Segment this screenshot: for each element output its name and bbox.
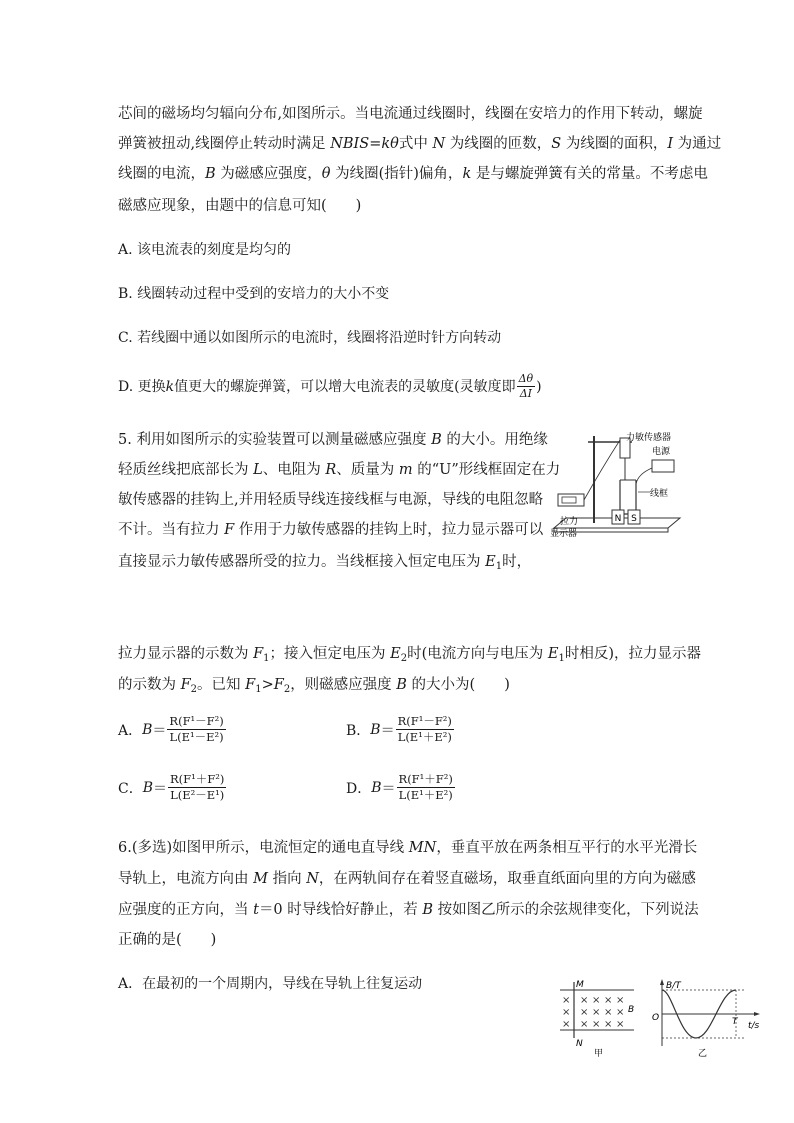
svg-text:×: ×	[604, 995, 613, 1006]
text-line: 应强度的正方向，当 t＝0 时导线恰好静止，若 B 按如图乙所示的余弦规律变化，下列说法	[118, 902, 699, 918]
svg-text:×: ×	[562, 995, 571, 1006]
text-line: 磁感应现象，由题中的信息可知( )	[118, 198, 362, 214]
q5-option-b: B． B ＝ $\frac{\text{R(F¹－F²)}}{\text{L(E¹＋E²)}}$	[346, 714, 452, 744]
text-line: 不计。当有拉力 F 作用于力敏传感器的挂钩上时，拉力显示器可以	[118, 522, 544, 538]
svg-text:×: ×	[616, 1007, 625, 1018]
power-supply	[652, 460, 674, 472]
q4-option-c: C. 若线圈中通以如图所示的电流时，线圈将沿逆时针方向转动	[118, 330, 502, 346]
display-label-2: 显示器	[550, 529, 578, 539]
u-frame	[620, 480, 636, 514]
q5-option-a: A． B ＝ $\frac{\text{R(F¹－F²)}}{\text{L(E¹－E²)}}$	[118, 714, 224, 744]
text-line: 6.(多选)如图甲所示，电流恒定的通电直导线 MN，垂直平放在两条相互平行的水平光滑长	[118, 840, 698, 856]
text-line: 拉力显示器的示数为 $F_1$；接入恒定电压为 $E_2$时(电流方向与电压为 $E_1$时相反)，拉力显示器	[118, 646, 702, 664]
svg-text:×: ×	[592, 995, 601, 1006]
svg-text:×: ×	[592, 1007, 601, 1018]
svg-text:×: ×	[604, 1019, 613, 1030]
label-yi: 乙	[698, 1049, 708, 1058]
svg-text:×: ×	[580, 1019, 589, 1030]
text-line: 直接显示力敏传感器所受的拉力。当线框接入恒定电压为 $E_1$时，	[118, 554, 532, 572]
sensitivity-fraction: $\frac{\Delta\theta}{\Delta I}$	[518, 372, 534, 400]
svg-text:×: ×	[616, 995, 625, 1006]
svg-text:×: ×	[616, 1019, 625, 1030]
power-label: 电源	[652, 447, 671, 457]
magnet-s-label: S	[631, 514, 637, 524]
svg-text:×: ×	[604, 1007, 613, 1018]
q6-option-a: A．在最初的一个周期内，导线在导轨上往复运动	[118, 976, 423, 992]
text-line: 导轨上，电流方向由 M 指向 N，在两轨间存在着竖直磁场，取垂直纸面向里的方向为磁感	[118, 871, 696, 887]
text-line: 敏传感器的挂钩上,并用轻质导线连接线框与电源，导线的电阻忽略	[118, 492, 544, 508]
text-line: 正确的是( )	[118, 932, 217, 948]
q4-option-a: A. 该电流表的刻度是均匀的	[118, 242, 292, 258]
magnet-n-label: N	[614, 514, 622, 524]
display-label-1: 拉力	[560, 517, 579, 527]
text-line: 的示数为 $F_2$。已知 $F_1>F_2$，则磁感应强度 B 的大小为( )	[118, 677, 510, 695]
q5-option-c: C． B ＝ $\frac{\text{R(F¹＋F²)}}{\text{L(E²－E¹)}}$	[118, 772, 225, 802]
frame-label: 线框	[650, 489, 669, 499]
force-sensor-label: 力敏传感器	[626, 433, 672, 443]
field-crosses	[562, 995, 624, 1030]
svg-text:×: ×	[592, 1019, 601, 1030]
q4-option-b: B. 线圈转动过程中受到的安培力的大小不变	[118, 286, 390, 302]
svg-text:×: ×	[562, 1019, 571, 1030]
origin-label: O	[652, 1013, 660, 1023]
text-line: 5. 利用如图所示的实验装置可以测量磁感应强度 B 的大小。用绝缘	[118, 432, 548, 448]
axis-y-label: B/T	[666, 981, 681, 991]
period-label: T	[732, 1017, 738, 1027]
svg-text:×: ×	[580, 995, 589, 1006]
q5-option-d: D． B ＝ $\frac{\text{R(F¹＋F²)}}{\text{L(E¹＋E²)}}$	[346, 772, 453, 802]
force-sensor-apparatus-figure	[540, 428, 705, 546]
label-m: M	[576, 980, 584, 990]
figure-yi-cosine-graph	[650, 976, 768, 1058]
label-b: B	[628, 1005, 635, 1015]
svg-text:×: ×	[580, 1007, 589, 1018]
text-line: 线圈的电流，B 为磁感应强度，θ 为线圈(指针)偏角，k 是与螺旋弹簧有关的常量。不考虑电	[118, 166, 708, 182]
text-line: 弹簧被扭动,线圈停止转动时满足 NBIS=kθ式中 N 为线圈的匝数，S 为线圈的面积，I 为通过	[118, 136, 722, 152]
q4-option-d: D. 更换 k 值更大的螺旋弹簧，可以增大电流表的灵敏度(灵敏度即 $\frac{\Delta\theta}{\Delta I}$ )	[118, 372, 542, 400]
figure-jia-rails	[556, 976, 646, 1058]
text-line: 芯间的磁场均匀辐向分布,如图所示。当电流通过线圈时，线圈在安培力的作用下转动，螺旋	[118, 106, 703, 122]
text-line: 轻质丝线把底部长为 L、电阻为 R、质量为 m 的“U”形线框固定在力	[118, 462, 561, 478]
label-jia: 甲	[594, 1049, 604, 1058]
svg-text:×: ×	[562, 1007, 571, 1018]
axis-x-label: t/s	[748, 1021, 760, 1031]
label-n: N	[576, 1039, 583, 1049]
